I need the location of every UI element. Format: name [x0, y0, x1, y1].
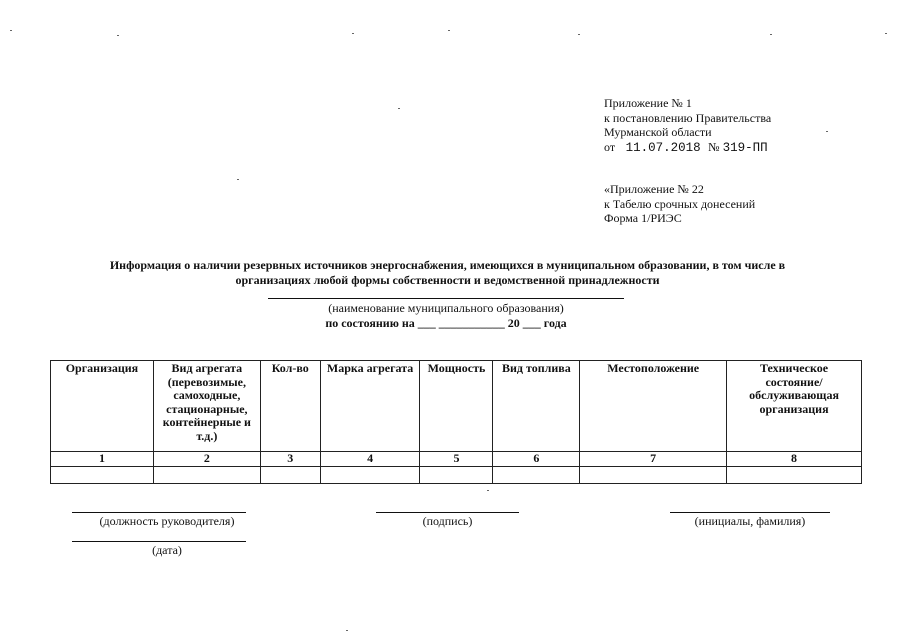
signature-line: [376, 512, 519, 513]
scan-speck: [10, 30, 12, 31]
date-line: [72, 541, 246, 542]
annex-number-value: 319-ПП: [722, 140, 768, 155]
table-cell[interactable]: [51, 466, 154, 483]
column-number: 7: [580, 452, 727, 467]
header-organization: Организация: [51, 361, 154, 452]
annex-date-value: 11.07.2018: [625, 140, 701, 155]
scan-speck: [770, 34, 772, 35]
header-power: Мощность: [420, 361, 493, 452]
table-cell[interactable]: [320, 466, 420, 483]
position-caption: (должность руководителя): [99, 514, 235, 528]
header-fuel-type: Вид топлива: [493, 361, 580, 452]
column-number: 4: [320, 452, 420, 467]
column-number: 5: [420, 452, 493, 467]
header-technical-state: Техническое состояние/ обслуживающая организация: [727, 361, 862, 452]
annex-date-line: [604, 140, 771, 156]
annex2-line-1: «Приложение № 22: [604, 182, 704, 196]
scan-speck: [885, 33, 887, 34]
table-cell[interactable]: [580, 466, 727, 483]
header-quantity: Кол-во: [260, 361, 320, 452]
municipality-caption: (наименование муниципального образования): [328, 301, 564, 315]
scan-speck: [117, 35, 119, 36]
signature-caption: (подпись): [422, 514, 473, 528]
annex-line-3: Мурманской области: [604, 125, 712, 139]
scan-speck: [448, 30, 450, 31]
scan-speck: [826, 131, 828, 132]
table-cell[interactable]: [727, 466, 862, 483]
annex-form-header: [604, 182, 755, 226]
scan-speck: [487, 490, 489, 491]
column-number: 3: [260, 452, 320, 467]
header-unit-type: Вид агрегата (перевозимые, самоходные, стационарные, контейнерные и т.д.): [153, 361, 260, 452]
table-number-row: [51, 452, 862, 467]
column-number: 1: [51, 452, 154, 467]
column-number: 8: [727, 452, 862, 467]
initials-line: [670, 512, 830, 513]
table-row: [51, 466, 862, 483]
header-location: Местоположение: [580, 361, 727, 452]
document-title: [60, 258, 835, 288]
scan-speck: [352, 33, 354, 34]
scan-speck: [398, 108, 400, 109]
municipality-underline: [268, 298, 624, 299]
position-line: [72, 512, 246, 513]
date-caption: (дата): [152, 543, 182, 557]
table-cell[interactable]: [153, 466, 260, 483]
column-number: 6: [493, 452, 580, 467]
initials-caption: (инициалы, фамилия): [694, 514, 806, 528]
table-cell[interactable]: [420, 466, 493, 483]
annex-line-1: Приложение № 1: [604, 96, 692, 110]
annex2-line-3: Форма 1/РИЭС: [604, 211, 682, 225]
annex-date-prefix: от: [604, 139, 616, 154]
energy-sources-table: [50, 360, 862, 484]
column-number: 2: [153, 452, 260, 467]
scan-speck: [346, 630, 348, 631]
annex-header: [604, 96, 771, 155]
table-cell[interactable]: [260, 466, 320, 483]
header-brand: Марка агрегата: [320, 361, 420, 452]
scan-speck: [578, 34, 580, 35]
scan-speck: [237, 179, 239, 180]
title-line-2: организациях любой формы собственности и ведомственной принадлежности: [235, 273, 660, 287]
annex-line-2: к постановлению Правительства: [604, 110, 772, 125]
as-of-date: по состоянию на ___ ___________ 20 ___ года: [325, 316, 567, 330]
annex-number-sign: №: [708, 139, 720, 154]
annex2-line-2: к Табелю срочных донесений: [604, 196, 756, 211]
title-line-1: Информация о наличии резервных источников энергоснабжения, имеющихся в муниципальном образовании, в том числе в: [109, 258, 786, 272]
table-header-row: [51, 361, 862, 452]
table-cell[interactable]: [493, 466, 580, 483]
